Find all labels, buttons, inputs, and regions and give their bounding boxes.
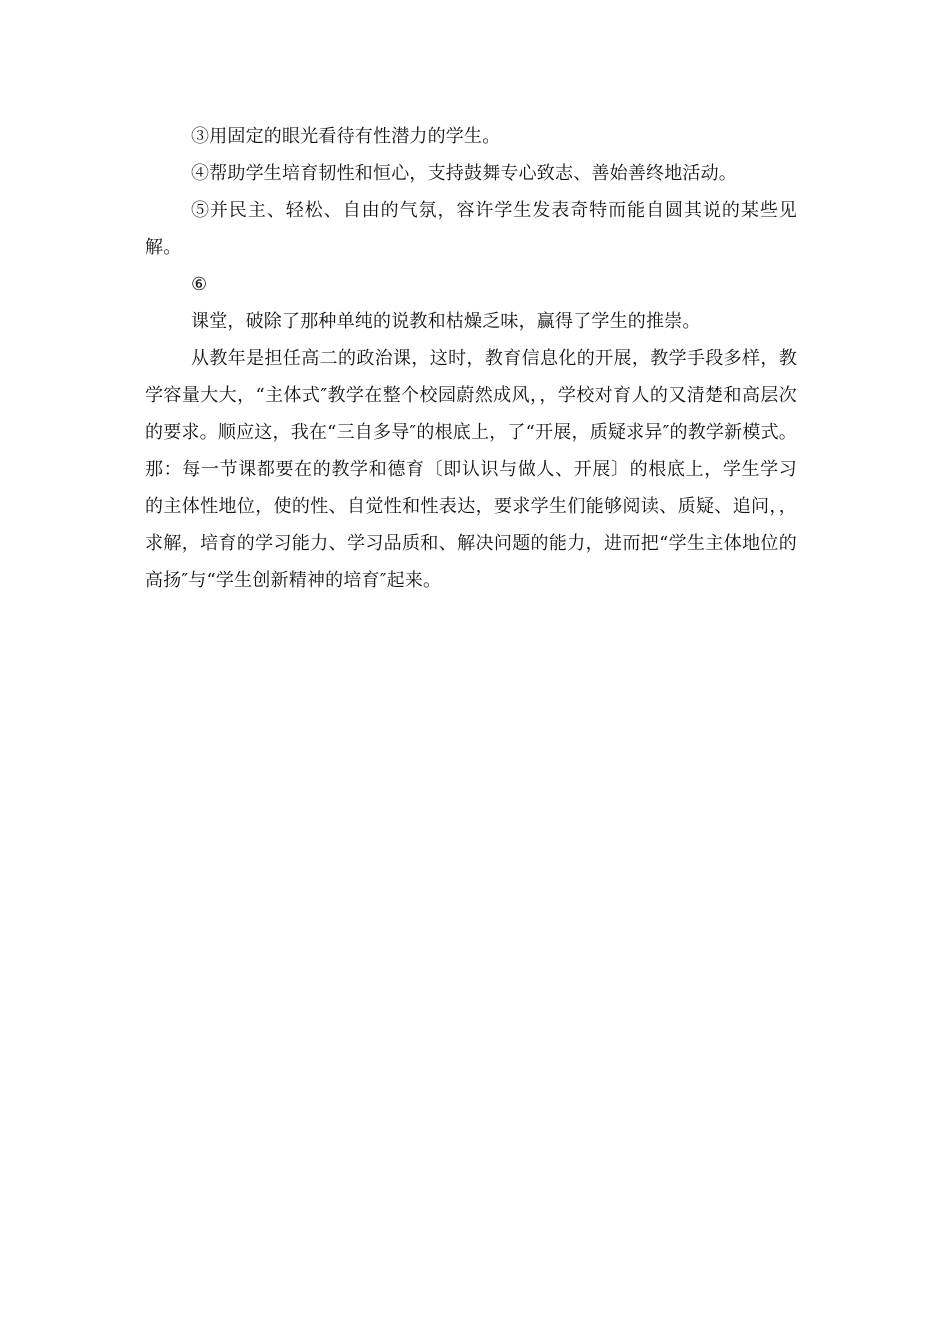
document-body bbox=[145, 118, 797, 599]
paragraph-item-5: ⑤并民主、轻松、自由的气氛，容许学生发表奇特而能自圆其说的某些见解。 bbox=[145, 200, 797, 258]
paragraph-teaching-model: 从教年是担任高二的政治课，这时，教育信息化的开展，教学手段多样，教学容量大大，“主体式″教学在整个校园蔚然成风，，学校对育人的又清楚和高层次的要求。顺应这，我在“三自多导″的根底上，了“开展，质疑求异″的教学新模式。那：每一节课都要在的教学和德育〔即认识与做人、开展〕的根底上，学生学习的主体性地位，使的性、自觉性和性表达，要求学生们能够阅读、质疑、追问，，求解，培育的学习能力、学习品质和、解决问题的能力，进而把“学生主体地位的高扬″与“学生创新精神的培育″起来。 bbox=[145, 348, 797, 591]
paragraph-item-3: ③用固定的眼光看待有性潜力的学生。 bbox=[191, 126, 501, 147]
paragraph-item-6: ⑥ bbox=[191, 274, 208, 295]
paragraph-item-4: ④帮助学生培育韧性和恒心，支持鼓舞专心致志、善始善终地活动。 bbox=[191, 163, 737, 184]
paragraph-classroom: 课堂，破除了那种单纯的说教和枯燥乏味，赢得了学生的推崇。 bbox=[191, 311, 701, 332]
